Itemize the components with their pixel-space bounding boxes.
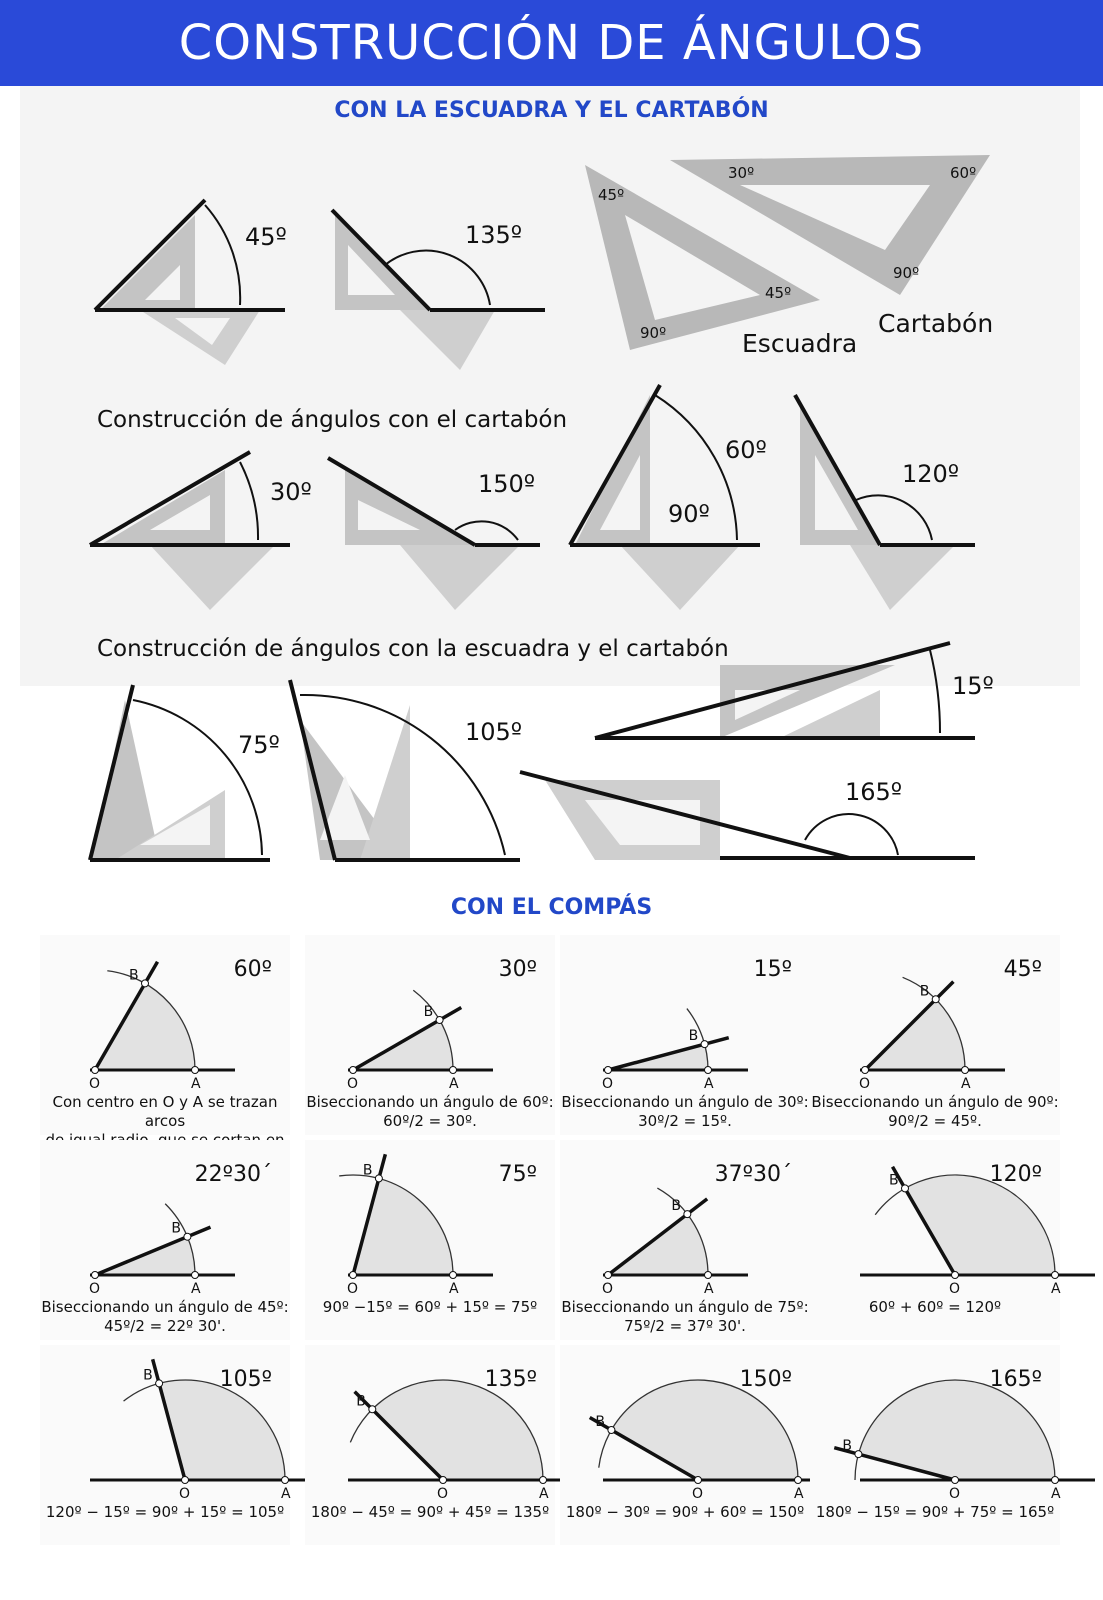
angle-sector [372,1380,543,1480]
caption-line: Biseccionando un ángulo de 30º: [561,1093,809,1111]
compass-caption [810,1503,1060,1522]
diagram-60 [570,385,767,610]
compass-construction [305,935,555,1092]
point-b [684,1211,691,1218]
compass-caption [810,1298,1060,1317]
point-label-b: B [143,1367,153,1384]
point-a [450,1272,457,1279]
point-label-o: O [437,1486,449,1502]
diagram-30 [90,452,312,610]
compass-construction [810,1140,1061,1297]
caption-line: 60º + 60º = 120º [868,1298,1002,1316]
compass-caption [40,1298,290,1336]
compass-angle-label: 37º30´ [714,1162,792,1187]
point-b [369,1406,376,1413]
label-165: 165º [845,778,903,806]
svg-text:60º: 60º [950,164,977,182]
point-b [375,1175,382,1182]
point-label-o: O [602,1076,614,1092]
caption-line: 180º − 30º = 90º + 60º = 150º [565,1503,805,1521]
point-a [962,1067,969,1074]
caption-line: 60º/2 = 30º. [383,1112,477,1130]
page-title: CONSTRUCCIÓN DE ÁNGULOS [178,15,925,71]
point-a [795,1477,802,1484]
point-label-b: B [362,1162,373,1179]
point-o [92,1067,99,1074]
point-label-a: A [1051,1281,1061,1297]
point-label-o: O [949,1281,961,1297]
point-label-o: O [89,1076,101,1092]
compass-cell-10 [305,1345,555,1545]
compass-caption [560,1298,810,1336]
compass-construction [305,1140,555,1297]
angle-sector [611,1380,798,1480]
point-b [142,980,149,987]
compass-construction [560,935,810,1092]
point-label-a: A [704,1281,714,1297]
point-a [540,1477,547,1484]
compass-angle-label: 135º [484,1367,537,1392]
point-a [1052,1272,1059,1279]
diagram-150 [328,458,540,610]
point-o [952,1477,959,1484]
label-30: 30º [270,478,312,506]
tools-illustration [585,155,993,358]
cartabon-label: Cartabón [878,309,994,338]
point-label-o: O [692,1486,704,1502]
compass-cell-1 [40,935,290,1135]
point-a [705,1067,712,1074]
point-label-o: O [859,1076,871,1092]
compass-caption [305,1093,555,1131]
point-label-b: B [423,1004,434,1020]
point-o [440,1477,447,1484]
svg-text:90º: 90º [640,324,667,342]
compass-caption [305,1503,555,1522]
compass-angle-label: 45º [1003,957,1042,982]
point-b [701,1041,708,1048]
angle-sector [159,1380,285,1480]
compass-angle-label: 105º [219,1367,272,1392]
compass-cell-7 [560,1140,810,1340]
diagram-105 [290,680,522,860]
svg-text:90º: 90º [893,264,920,282]
point-o [350,1272,357,1279]
point-o [182,1477,189,1484]
point-o [350,1067,357,1074]
point-label-a: A [449,1281,459,1297]
svg-text:30º: 30º [728,164,755,182]
point-b [436,1017,443,1024]
angle-sector [353,1178,453,1275]
angle-sector [95,983,195,1070]
caption-line: 180º − 15º = 90º + 75º = 165º [815,1503,1055,1521]
compass-cell-2 [305,935,555,1135]
section2-title: CON EL COMPÁS [450,895,653,920]
compass-cell-12 [810,1345,1060,1545]
caption-line: Biseccionando un ángulo de 90º: [811,1093,1059,1111]
point-label-b: B [919,983,930,1000]
point-b [156,1380,163,1387]
point-b [902,1185,909,1192]
point-a [705,1272,712,1279]
diagram-75 [90,685,280,860]
compass-cell-4 [810,935,1060,1135]
label-45: 45º [245,223,287,251]
point-label-b: B [889,1172,899,1189]
point-b [184,1233,191,1240]
caption-line: 45º/2 = 22º 30'. [104,1317,226,1335]
compass-caption [560,1093,810,1131]
point-label-o: O [347,1281,359,1297]
compass-cell-9 [40,1345,290,1545]
label-120: 120º [902,460,960,488]
diagram-45 [95,200,287,365]
compass-cell-11 [560,1345,810,1545]
point-b [932,996,939,1003]
escuadra-label: Escuadra [742,329,858,358]
diagram-120 [795,395,975,610]
point-label-o: O [179,1486,191,1502]
cartabon-subtitle: Construcción de ángulos con el cartabón [97,407,568,433]
compass-angle-label: 165º [989,1367,1042,1392]
compass-angle-label: 22º30´ [194,1162,272,1187]
compass-cell-6 [305,1140,555,1340]
compass-cell-8 [810,1140,1060,1340]
caption-line: 75º/2 = 37º 30'. [624,1317,746,1335]
point-label-b: B [595,1414,606,1430]
label-60: 60º [725,436,767,464]
angle-sector [858,1380,1055,1480]
caption-line: 120º − 15º = 90º + 15º = 105º [45,1503,285,1521]
caption-line: 90º/2 = 45º. [888,1112,982,1130]
point-label-b: B [671,1198,681,1215]
point-o [605,1067,612,1074]
compass-caption [560,1503,810,1522]
point-label-o: O [347,1076,359,1092]
point-label-b: B [842,1438,853,1455]
point-a [1052,1477,1059,1484]
compass-angle-label: 60º [233,957,272,982]
compass-construction [560,1345,810,1502]
angle-sector [865,999,965,1070]
compass-construction [810,1345,1061,1502]
caption-line: 180º − 45º = 90º + 45º = 135º [310,1503,550,1521]
point-label-a: A [704,1076,714,1092]
point-o [92,1272,99,1279]
point-label-b: B [688,1028,699,1045]
point-label-a: A [961,1076,971,1092]
label-75: 75º [238,731,280,759]
compass-caption [810,1093,1060,1131]
caption-line: 30º/2 = 15º. [638,1112,732,1130]
point-a [192,1272,199,1279]
compass-construction [305,1345,555,1502]
point-label-o: O [949,1486,961,1502]
caption-line: Biseccionando un ángulo de 60º: [306,1093,554,1111]
label-90: 90º [668,500,710,528]
point-label-a: A [1051,1486,1061,1502]
diagram-135 [332,210,545,370]
point-label-a: A [191,1076,201,1092]
compass-angle-label: 75º [498,1162,537,1187]
compass-caption [305,1298,555,1317]
compass-construction [40,935,290,1092]
point-label-a: A [539,1486,549,1502]
compass-angle-label: 15º [753,957,792,982]
point-label-a: A [449,1076,459,1092]
point-o [695,1477,702,1484]
compass-cell-3 [560,935,810,1135]
compass-caption [40,1503,290,1522]
svg-text:45º: 45º [765,284,792,302]
label-15: 15º [952,672,994,700]
caption-line: 90º −15º = 60º + 15º = 75º [322,1298,538,1316]
compass-angle-label: 30º [498,957,537,982]
point-a [450,1067,457,1074]
point-label-b: B [171,1220,181,1237]
compass-construction [40,1345,291,1502]
compass-angle-label: 150º [739,1367,792,1392]
compass-construction [40,1140,290,1297]
compass-angle-label: 120º [989,1162,1042,1187]
label-105: 105º [465,718,523,746]
section1-title: CON LA ESCUADRA Y EL CARTABÓN [334,98,769,123]
point-o [605,1272,612,1279]
caption-line: Biseccionando un ángulo de 75º: [561,1298,809,1316]
compass-construction [560,1140,810,1297]
caption-line: Biseccionando un ángulo de 45º: [41,1298,289,1316]
point-b [855,1451,862,1458]
caption-line: Con centro en O y A se trazan arcos [52,1093,278,1130]
point-o [952,1272,959,1279]
label-135: 135º [465,221,523,249]
point-a [192,1067,199,1074]
compass-construction [810,935,1060,1092]
point-b [608,1427,615,1434]
point-label-o: O [89,1281,101,1297]
point-label-b: B [356,1393,366,1410]
svg-text:45º: 45º [598,186,625,204]
point-a [282,1477,289,1484]
compass-cell-5 [40,1140,290,1340]
point-label-o: O [602,1281,614,1297]
point-label-b: B [129,967,139,984]
point-label-a: A [281,1486,291,1502]
point-label-a: A [191,1281,201,1297]
label-150: 150º [478,470,536,498]
combined-subtitle: Construcción de ángulos con la escuadra y el cartabón [97,636,729,662]
point-o [862,1067,869,1074]
point-label-a: A [794,1486,804,1502]
diagram-165 [520,772,975,860]
